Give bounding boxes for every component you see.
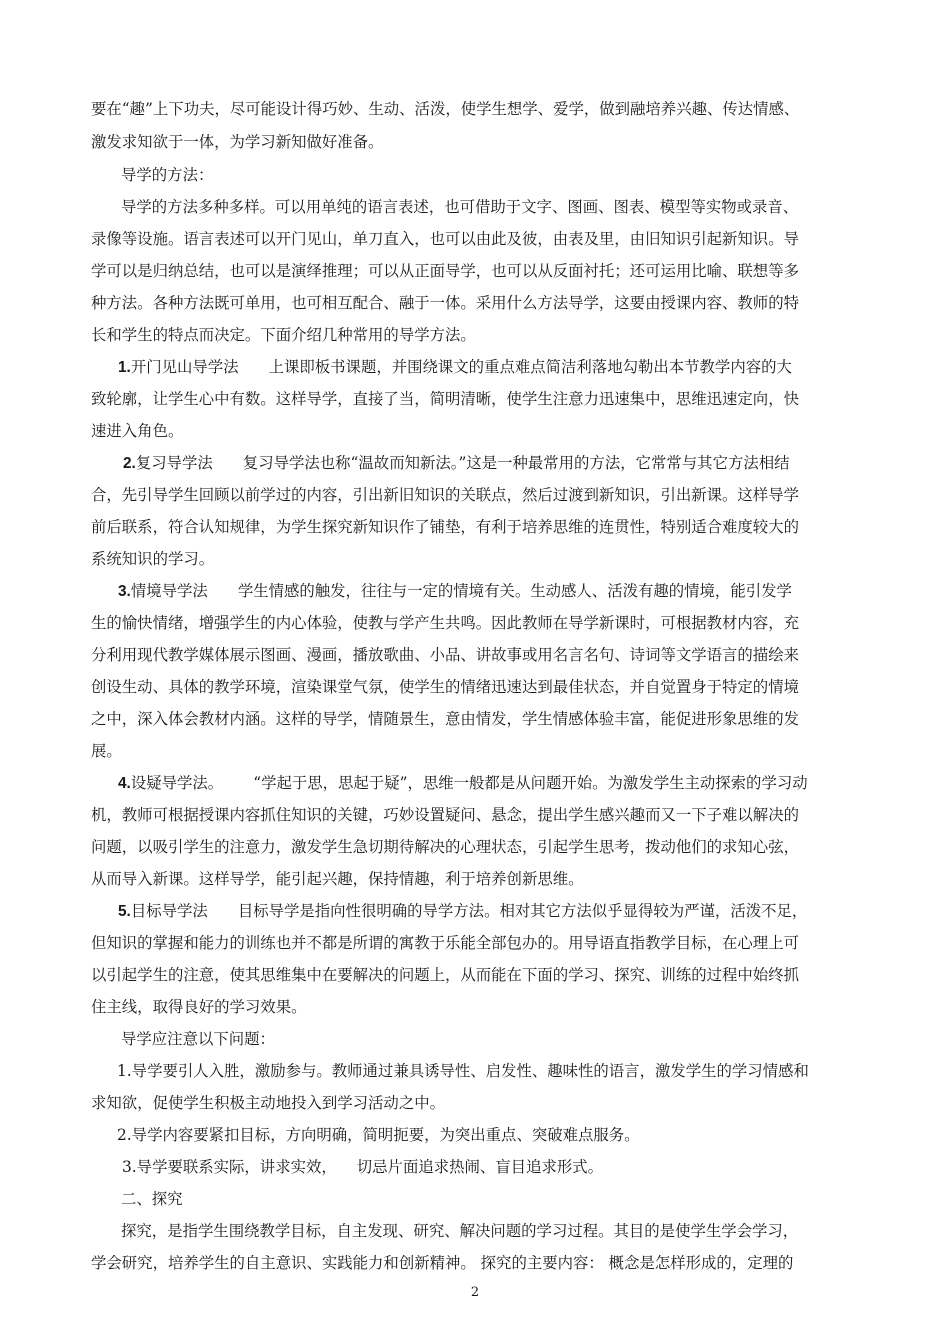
paragraph-line: 之中，深入体会教材内涵。这样的导学，情随景生，意由情发，学生情感体验丰富，能促进形象思维的发 bbox=[91, 710, 799, 728]
paragraph-line: 要在“趣”上下功夫，尽可能设计得巧妙、生动、活泼，使学生想学、爱学，做到融培养兴趣、传达情感、 bbox=[91, 100, 800, 118]
paragraph-line: 分利用现代教学媒体展示图画、漫画，播放歌曲、小品、讲故事或用名言名句、诗词等文学语言的描绘来 bbox=[91, 646, 799, 664]
paragraph-line: 激发求知欲于一体，为学习新知做好准备。 bbox=[91, 133, 384, 151]
method-4-line bbox=[118, 773, 888, 794]
paragraph-line: 以引起学生的注意，使其思维集中在要解决的问题上，从而能在下面的学习、探究、训练的过程中始终抓 bbox=[91, 966, 799, 984]
method-number: 1. bbox=[118, 359, 131, 376]
notes-heading: 导学应注意以下问题： bbox=[121, 1030, 275, 1048]
paragraph-line: 前后联系，符合认知规律，为学生探究新知识作了铺垫，有利于培养思维的连贯性，特别适合难度较大的 bbox=[91, 518, 799, 536]
method-number: 5. bbox=[118, 903, 131, 920]
method-title: 目标导学法 bbox=[130, 902, 208, 920]
paragraph-line: 生的愉快情绪，增强学生的内心体验，使教与学产生共鸣。因此教师在导学新课时，可根据教材内容，充 bbox=[91, 614, 799, 632]
method-number: 3. bbox=[118, 583, 131, 600]
method-title: 设疑导学法。 bbox=[130, 774, 224, 792]
paragraph-line: 求知欲，促使学生积极主动地投入到学习活动之中。 bbox=[91, 1094, 445, 1112]
method-number: 4. bbox=[118, 775, 131, 792]
note-text: 切忌片面追求热闹、盲目追求形式。 bbox=[356, 1158, 604, 1176]
section-heading: 二、探究 bbox=[121, 1190, 183, 1208]
note-text: 3.导学要联系实际，讲求实效， bbox=[122, 1158, 337, 1176]
method-text: 复习导学法也称“温故而知新法。”这是一种最常用的方法，它常常与其它方法相结 bbox=[242, 454, 790, 472]
paragraph-line: 问题，以吸引学生的注意力，激发学生急切期待解决的心理状态，引起学生思考，拨动他们的求知心弦， bbox=[91, 838, 799, 856]
method-3-line bbox=[118, 581, 888, 602]
paragraph-line: 致轮廓，让学生心中有数。这样导学，直接了当，简明清晰，使学生注意力迅速集中，思维迅速定向，快 bbox=[91, 390, 799, 408]
paragraph-line: 机，教师可根据授课内容抓住知识的关键，巧妙设置疑问、悬念，提出学生感兴趣而又一下子难以解决的 bbox=[91, 806, 799, 824]
paragraph-line: 但知识的掌握和能力的训练也并不都是所谓的寓教于乐能全部包办的。用导语直指教学目标，在心理上可 bbox=[91, 934, 799, 952]
section-heading: 导学的方法： bbox=[121, 166, 214, 184]
method-number: 2. bbox=[123, 455, 136, 472]
paragraph-line: 创设生动、具体的教学环境，渲染课堂气氛，使学生的情绪迅速达到最佳状态，并自觉置身于特定的情境 bbox=[91, 678, 799, 696]
paragraph-line: 导学的方法多种多样。可以用单纯的语言表述，也可借助于文字、图画、图表、模型等实物或录音、 bbox=[121, 198, 799, 216]
method-2-line bbox=[123, 453, 893, 474]
method-title: 情境导学法 bbox=[130, 582, 208, 600]
method-text: 学生情感的触发，往往与一定的情境有关。生动感人、活泼有趣的情境，能引发学 bbox=[237, 582, 792, 600]
method-text: “学起于思，思起于疑”，思维一般都是从问题开始。为激发学生主动探索的学习动 bbox=[253, 774, 808, 792]
paragraph-line: 种方法。各种方法既可单用，也可相互配合、融于一体。采用什么方法导学，这要由授课内容、教师的特 bbox=[91, 294, 799, 312]
paragraph-line: 合，先引导学生回顾以前学过的内容，引出新旧知识的关联点，然后过渡到新知识，引出新课。这样导学 bbox=[91, 486, 799, 504]
paragraph-line: 展。 bbox=[91, 742, 122, 760]
paragraph-line: 系统知识的学习。 bbox=[91, 550, 215, 568]
paragraph-line: 长和学生的特点而决定。下面介绍几种常用的导学方法。 bbox=[91, 326, 476, 344]
note-item: 2.导学内容要紧扣目标，方向明确，简明扼要，为突出重点、突破难点服务。 bbox=[117, 1126, 640, 1144]
method-text: 上课即板书课题，并围绕课文的重点难点简洁利落地勾勒出本节教学内容的大 bbox=[268, 358, 792, 376]
method-title: 开门见山导学法 bbox=[130, 358, 239, 376]
method-1-line bbox=[118, 357, 888, 378]
paragraph-line: 住主线，取得良好的学习效果。 bbox=[91, 998, 307, 1016]
page-number: 2 bbox=[470, 1285, 480, 1300]
paragraph-line: 学可以是归纳总结，也可以是演绎推理；可以从正面导学，也可以从反面衬托；还可运用比喻、联想等多 bbox=[91, 262, 799, 280]
paragraph-line: 从而导入新课。这样导学，能引起兴趣，保持情趣，利于培养创新思维。 bbox=[91, 870, 584, 888]
paragraph-line: 速进入角色。 bbox=[91, 422, 184, 440]
note-item bbox=[122, 1157, 892, 1177]
method-title: 复习导学法 bbox=[135, 454, 213, 472]
method-text: 目标导学是指向性很明确的导学方法。相对其它方法似乎显得较为严谨，活泼不足， bbox=[237, 902, 808, 920]
paragraph-line: 录像等设施。语言表述可以开门见山，单刀直入，也可以由此及彼，由表及里，由旧知识引起新知识。导 bbox=[91, 230, 799, 248]
paragraph-line: 探究，是指学生围绕教学目标，自主发现、研究、解决问题的学习过程。其目的是使学生学会学习， bbox=[121, 1222, 799, 1240]
paragraph-line: 学会研究，培养学生的自主意识、实践能力和创新精神。 探究的主要内容： 概念是怎样形成的，定理的 bbox=[91, 1254, 794, 1272]
note-item: 1.导学要引人入胜，激励参与。教师通过兼具诱导性、启发性、趣味性的语言，激发学生的学习情感和 bbox=[117, 1062, 809, 1080]
method-5-line bbox=[118, 901, 888, 922]
